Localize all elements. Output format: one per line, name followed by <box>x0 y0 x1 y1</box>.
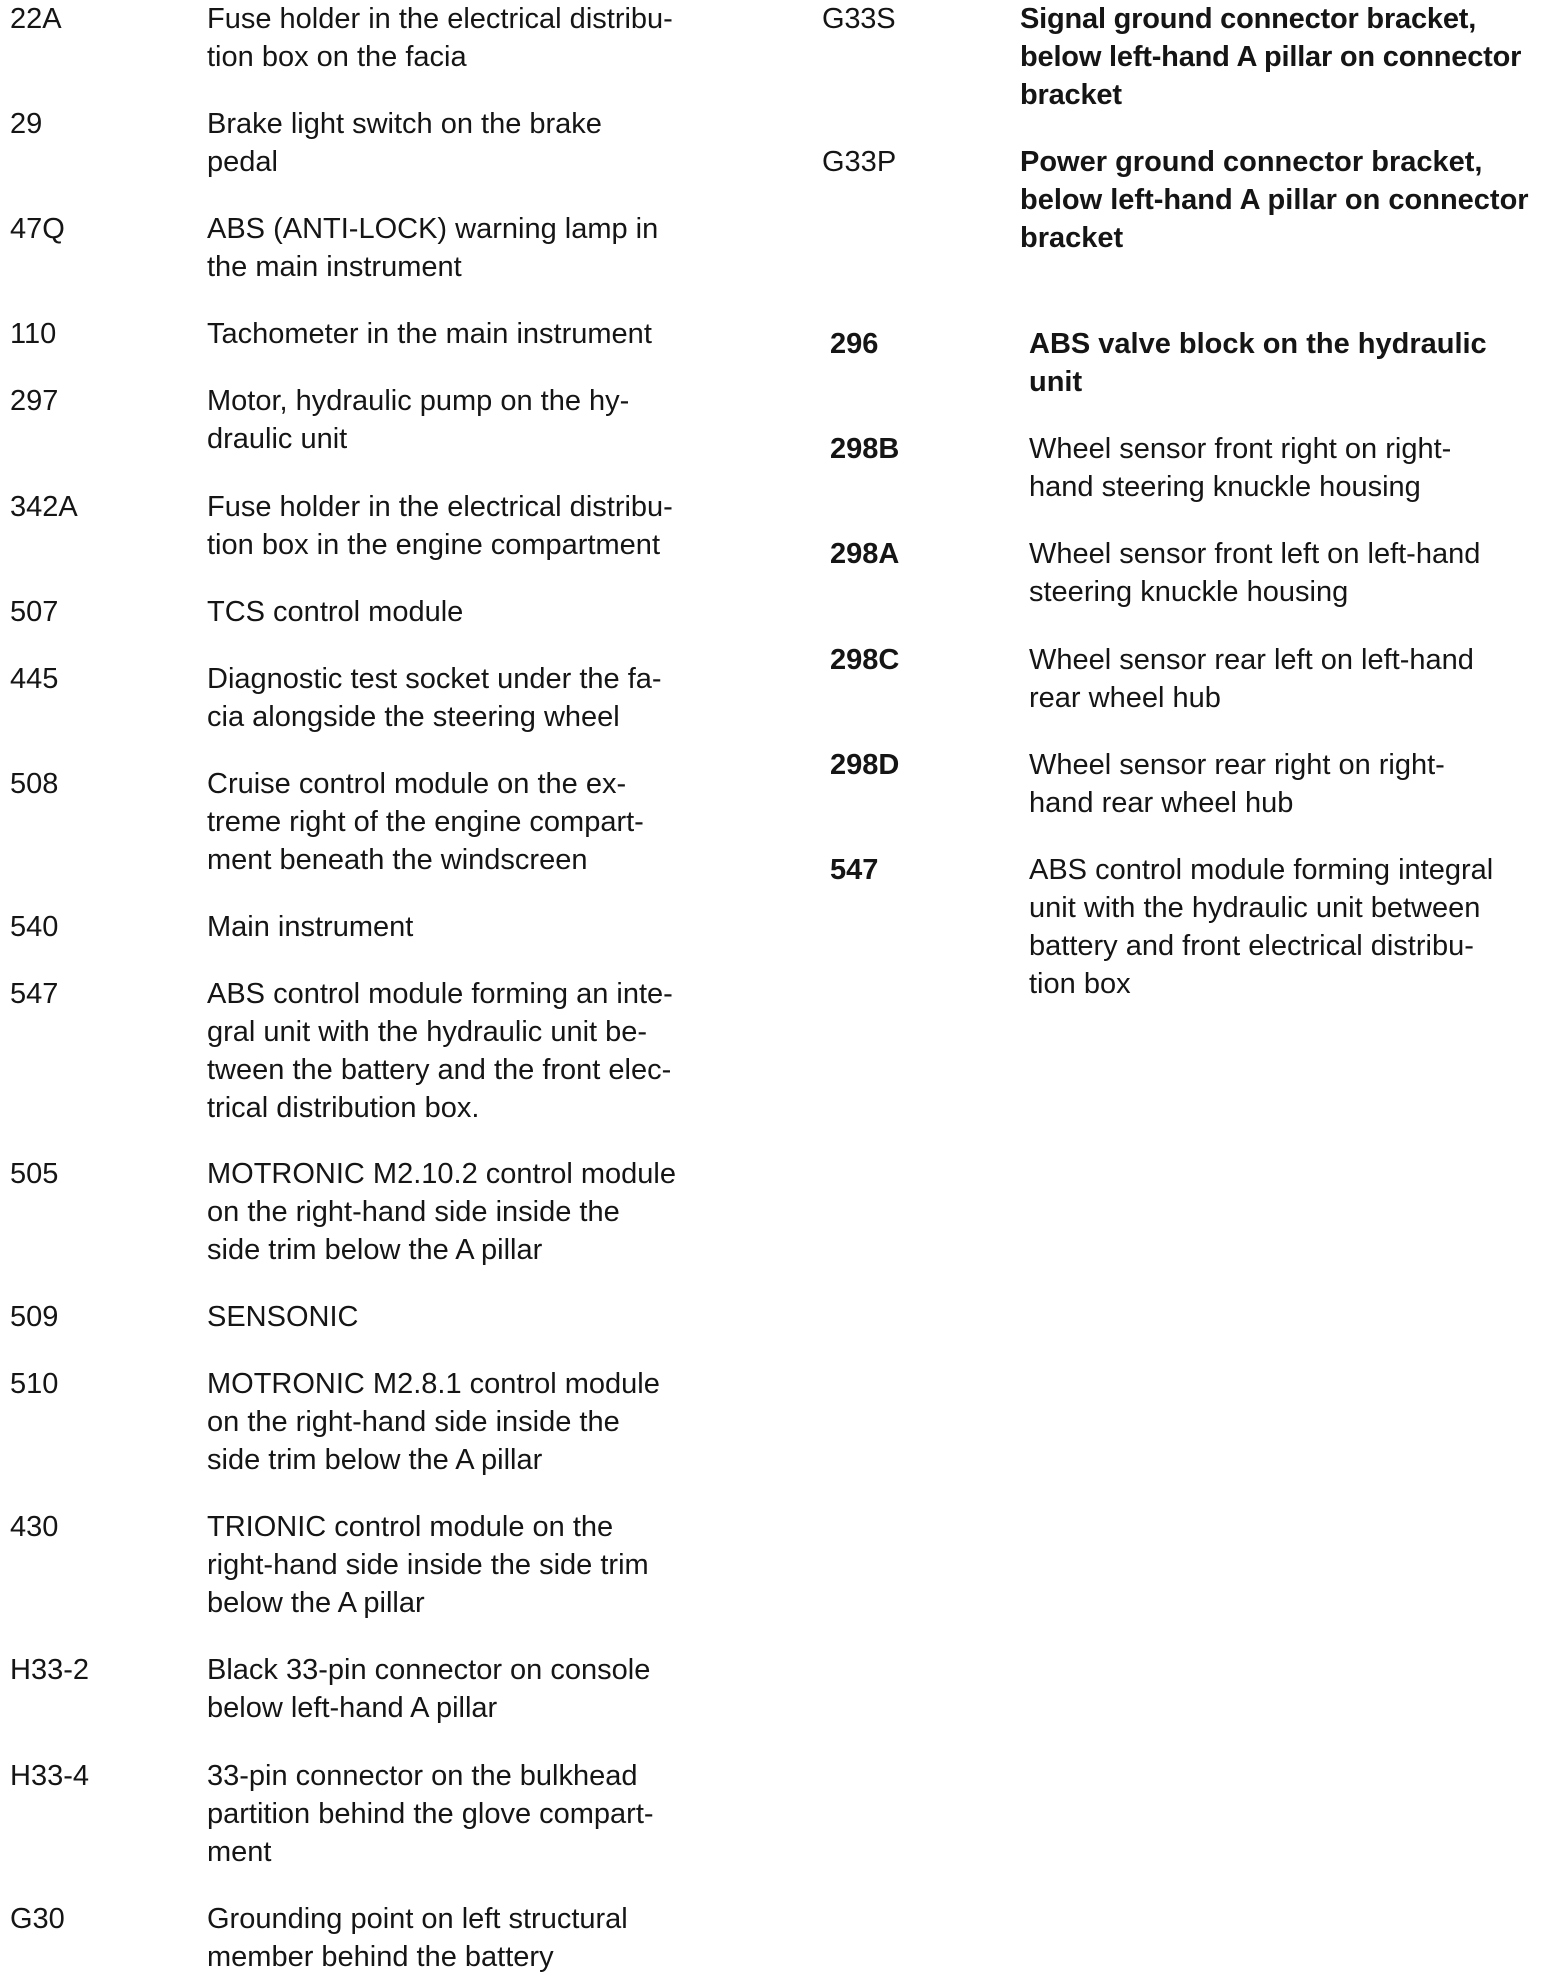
component-code: H33-2 <box>10 1654 89 1686</box>
component-description: Fuse holder in the electrical distribu- tion box in the engine compartment <box>207 491 673 561</box>
component-code: 505 <box>10 1158 59 1190</box>
component-description: ABS valve block on the hydraulic unit <box>1029 328 1487 398</box>
component-code: 510 <box>10 1368 59 1400</box>
component-code: 29 <box>10 108 43 140</box>
component-code: 298B <box>830 433 900 465</box>
component-description: Grounding point on left structural member behind the battery <box>207 1903 628 1973</box>
component-code: 298A <box>830 538 900 570</box>
component-code: 298D <box>830 749 900 781</box>
component-code: 296 <box>830 328 879 360</box>
component-code: 298C <box>830 644 900 676</box>
component-code: G30 <box>10 1903 65 1935</box>
component-code: G33S <box>822 3 896 35</box>
component-description: ABS control module forming an inte- gral unit with the hydraulic unit be- tween the battery and the front elec- trical distribution box. <box>207 978 673 1124</box>
component-code: 47Q <box>10 213 65 245</box>
component-code: 445 <box>10 663 59 695</box>
component-code: 547 <box>830 854 879 886</box>
component-code: 430 <box>10 1511 59 1543</box>
component-description: MOTRONIC M2.8.1 control module on the right-hand side inside the side trim below the A pillar <box>207 1368 660 1476</box>
component-description: Brake light switch on the brake pedal <box>207 108 602 178</box>
component-description: Wheel sensor rear right on right- hand rear wheel hub <box>1029 749 1445 819</box>
component-description: Cruise control module on the ex- treme right of the engine compart- ment beneath the windscreen <box>207 768 644 876</box>
component-description: Motor, hydraulic pump on the hy- draulic unit <box>207 385 630 455</box>
component-description: TCS control module <box>207 596 464 628</box>
component-code: G33P <box>822 146 897 178</box>
component-description: Black 33-pin connector on console below left-hand A pillar <box>207 1654 651 1724</box>
component-code: 507 <box>10 596 59 628</box>
component-description: 33-pin connector on the bulkhead partition behind the glove compart- ment <box>207 1760 654 1868</box>
component-code: 342A <box>10 491 78 523</box>
component-description: ABS control module forming integral unit with the hydraulic unit between battery and front electrical distribu- tion box <box>1029 854 1494 1000</box>
component-description: ABS (ANTI-LOCK) warning lamp in the main instrument <box>207 213 659 283</box>
component-description: Fuse holder in the electrical distribu- tion box on the facia <box>207 3 673 73</box>
component-description: Main instrument <box>207 911 414 943</box>
component-code: 509 <box>10 1301 59 1333</box>
component-code: 540 <box>10 911 59 943</box>
component-description: Diagnostic test socket under the fa- cia alongside the steering wheel <box>207 663 662 733</box>
component-code: 297 <box>10 385 59 417</box>
component-description: Power ground connector bracket, below left-hand A pillar on connector bracket <box>1020 146 1529 254</box>
component-description: TRIONIC control module on the right-hand side inside the side trim below the A pillar <box>207 1511 649 1619</box>
component-code: 547 <box>10 978 59 1010</box>
component-description: Wheel sensor front left on left-hand steering knuckle housing <box>1029 538 1481 608</box>
component-description: SENSONIC <box>207 1301 359 1333</box>
component-description: Signal ground connector bracket, below left-hand A pillar on connector bracket <box>1020 3 1522 111</box>
component-description: Wheel sensor front right on right- hand steering knuckle housing <box>1029 433 1452 503</box>
component-description: MOTRONIC M2.10.2 control module on the right-hand side inside the side trim below the A pillar <box>207 1158 676 1266</box>
component-code: 508 <box>10 768 59 800</box>
component-code: 110 <box>10 318 57 350</box>
component-description: Tachometer in the main instrument <box>207 318 652 350</box>
component-code: 22A <box>10 3 62 35</box>
component-code: H33-4 <box>10 1760 89 1792</box>
component-description: Wheel sensor rear left on left-hand rear wheel hub <box>1029 644 1474 714</box>
